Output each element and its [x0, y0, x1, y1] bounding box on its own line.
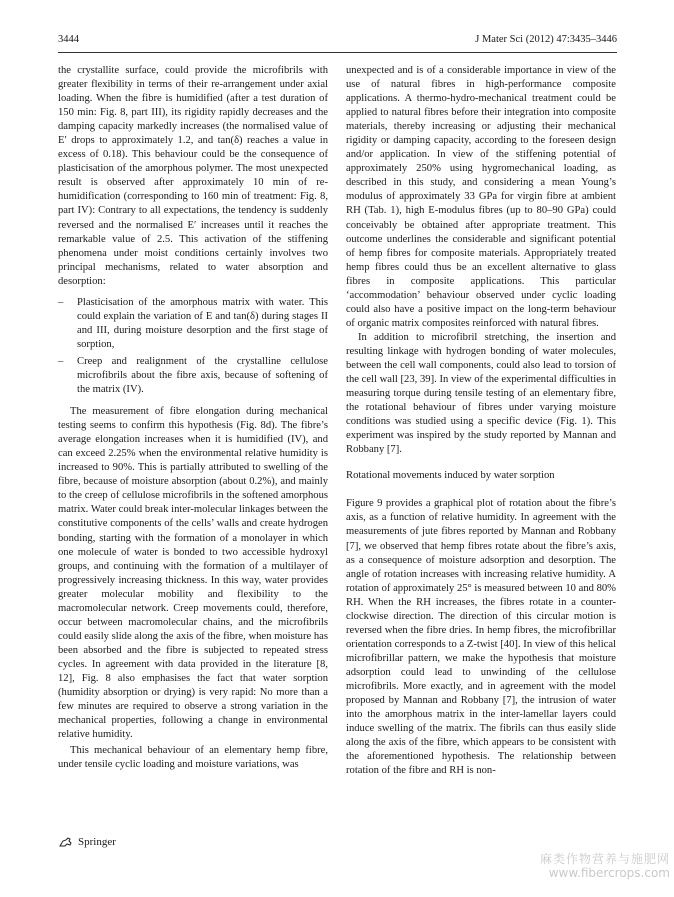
list-item: [58, 296, 328, 352]
journal-reference: J Mater Sci (2012) 47:3435–3446: [475, 34, 617, 45]
paragraph: The measurement of fibre elongation during mechanical testing seems to confirm this hypothesis (Fig. 8d). The fibre’s average elongation increases when it is humidified (IV), and can exceed 2.25% when the environmental relative humidity is increased to 90%. This is partially attributed to swelling of the fibre, because of moisture absorption (about 0.2%), and mainly to the creep of cellulose microfibrils in the softened amorphous matrix. Water could break inter-molecular linkages between the constitutive components of the cells’ walls and create hydrogen bonding, starting with the formation of a monolayer in which one molecule of water is bonded to two accessible hydroxyl groups, and continuing with the formation of a multilayer of progressively increasing thickness. In this way, water provides greater molecular mobility and flexibility to the macromolecular network. Creep movements could, therefore, occur between macromolecular chains, and the microfibrils could easily slide along the axis of the fibre, when moisture has been absorbed and the fibre is subjected to repeated stress cycles. In agreement with data provided in the literature [8, 12], Fig. 8 also emphasises the fact that water sorption (humidity absorption or drying) is very rapid: No more than a few minutes are required to observe a strong variation in the mechanical properties, following a change in environmental relative humidity.: [58, 406, 328, 741]
watermark: [540, 852, 670, 880]
paragraph: Figure 9 provides a graphical plot of rotation about the fibre’s axis, as a function of relative humidity. In agreement with the measurements of jute fibres reported by Mannan and Robbany [7], we observed that hemp fibres rotate about the fibre’s axis, as a consequence of moisture adsorption and desorption. The angle of rotation increases with increasing relative humidity. A rotation of approximately 25° is measured between 10 and 80% RH. When the RH increases, the fibres rotate in a counter-clockwise direction. The direction of this circular motion is reversed when the fibre dries. In hemp fibres, the microfibrillar orientation corresponds to a Z-twist [40]. In view of this helical microfibrillar pattern, we make the hypothesis that moisture adsorption could lead to unwinding of the cellulose microfibrils. More exactly, and in agreement with the model proposed by Mannan and Robbany [7], the intrusion of water into the amorphous matrix in the inter-lamellar layers could induce swelling of the matrix. The fibrils can thus easily slide along the axis of the fibre, which appears to be consistent with the aforementioned hypothesis. The relationship between rotation of the fibre and RH is non-: [346, 498, 616, 777]
springer-horse-icon: [58, 836, 74, 848]
paragraph: the crystallite surface, could provide the microfibrils with greater flexibility in terms of their re-arrangement under axial loading. When the fibre is humidified (after a test duration of 150 min: Fig. 8, part III), its rigidity rapidly decreases and the damping capacity markedly increases (the normalised value of E′ drops to approximately 1.2, and tan(δ) reaches a value in excess of 0.18). This behaviour could be the consequence of plasticisation of the amorphous polymer. The most unexpected result is observed after approximately 10 min of re-humidification (corresponding to 160 min of treatment: Fig. 8, part IV): Contrary to all expectations, the tendency is suddenly reversed and the normalised E′ increases until it reaches the remarkable value of 2.5. This activation of the stiffening phenomena under moist conditions certainly involves two principal mechanisms, related to water absorption and desorption:: [58, 65, 328, 287]
page-number: 3444: [58, 34, 79, 45]
watermark-url: www.fibercrops.com: [548, 866, 670, 880]
list-dash: –: [58, 296, 64, 308]
list-dash: –: [58, 355, 64, 367]
watermark-site-name: 麻类作物营养与施肥网: [539, 852, 670, 866]
hypothesis-list: [58, 296, 328, 397]
list-item-text: Creep and realignment of the crystalline cellulose microfibrils about the fibre axis, because of softening of the matrix (IV).: [77, 355, 328, 396]
right-column: [346, 64, 616, 778]
section-heading: Rotational movements induced by water sorption: [346, 470, 555, 482]
running-header: [58, 34, 617, 52]
list-item: [58, 355, 328, 397]
publisher-logo: [58, 836, 116, 848]
publisher-name: Springer: [78, 836, 116, 848]
paragraph: unexpected and is of a considerable importance in view of the use of natural fibres in high-performance composite applications. A thermo-hydro-mechanical treatment could be applied to natural fibres before their integration into composite materials, thereby increasing or adjusting their mechanical rigidity or damping capacity, according to the foreseen design and/or application. In view of the stiffening potential of approximately 250% using hygromechanical loading, as described in this study, and considering a mean Young’s modulus of approximately 33 GPa for virgin fibre at ambient RH (Tab. 1), high E-modulus fibres (up to 80–90 GPa) could conceivably be obtained after appropriate treatment. This outcome underlines the considerable and significant potential of hemp fibres for composite materials. Appropriately treated hemp fibres could thus be an excellent alternative to glass fibres in composite applications. This particular ‘accommodation’ behaviour observed under cyclic loading could also have a positive impact on the long-term behaviour of organic matrix composites reinforced with natural fibres.: [346, 65, 616, 329]
left-column: [58, 64, 328, 772]
list-item-text: Plasticisation of the amorphous matrix with water. This could explain the variation of E and tan(δ) during stages II and III, during moisture desorption and the first stage of sorption,: [77, 296, 328, 350]
paragraph: This mechanical behaviour of an elementary hemp fibre, under tensile cyclic loading and moisture variations, was: [58, 745, 328, 771]
header-rule: [58, 52, 617, 53]
paragraph: In addition to microfibril stretching, the insertion and resulting linkage with hydrogen bonding of water molecules, between the cell wall components, could also lead to torsion of the cell wall [23, 39]. In view of the experimental difficulties in measuring torque during tensile testing of an elementary fibre, the rotational behaviour of fibres under varying moisture conditions was studied using a specific device (Fig. 1). This experiment was inspired by the study reported by Mannan and Robbany [7].: [346, 331, 616, 456]
